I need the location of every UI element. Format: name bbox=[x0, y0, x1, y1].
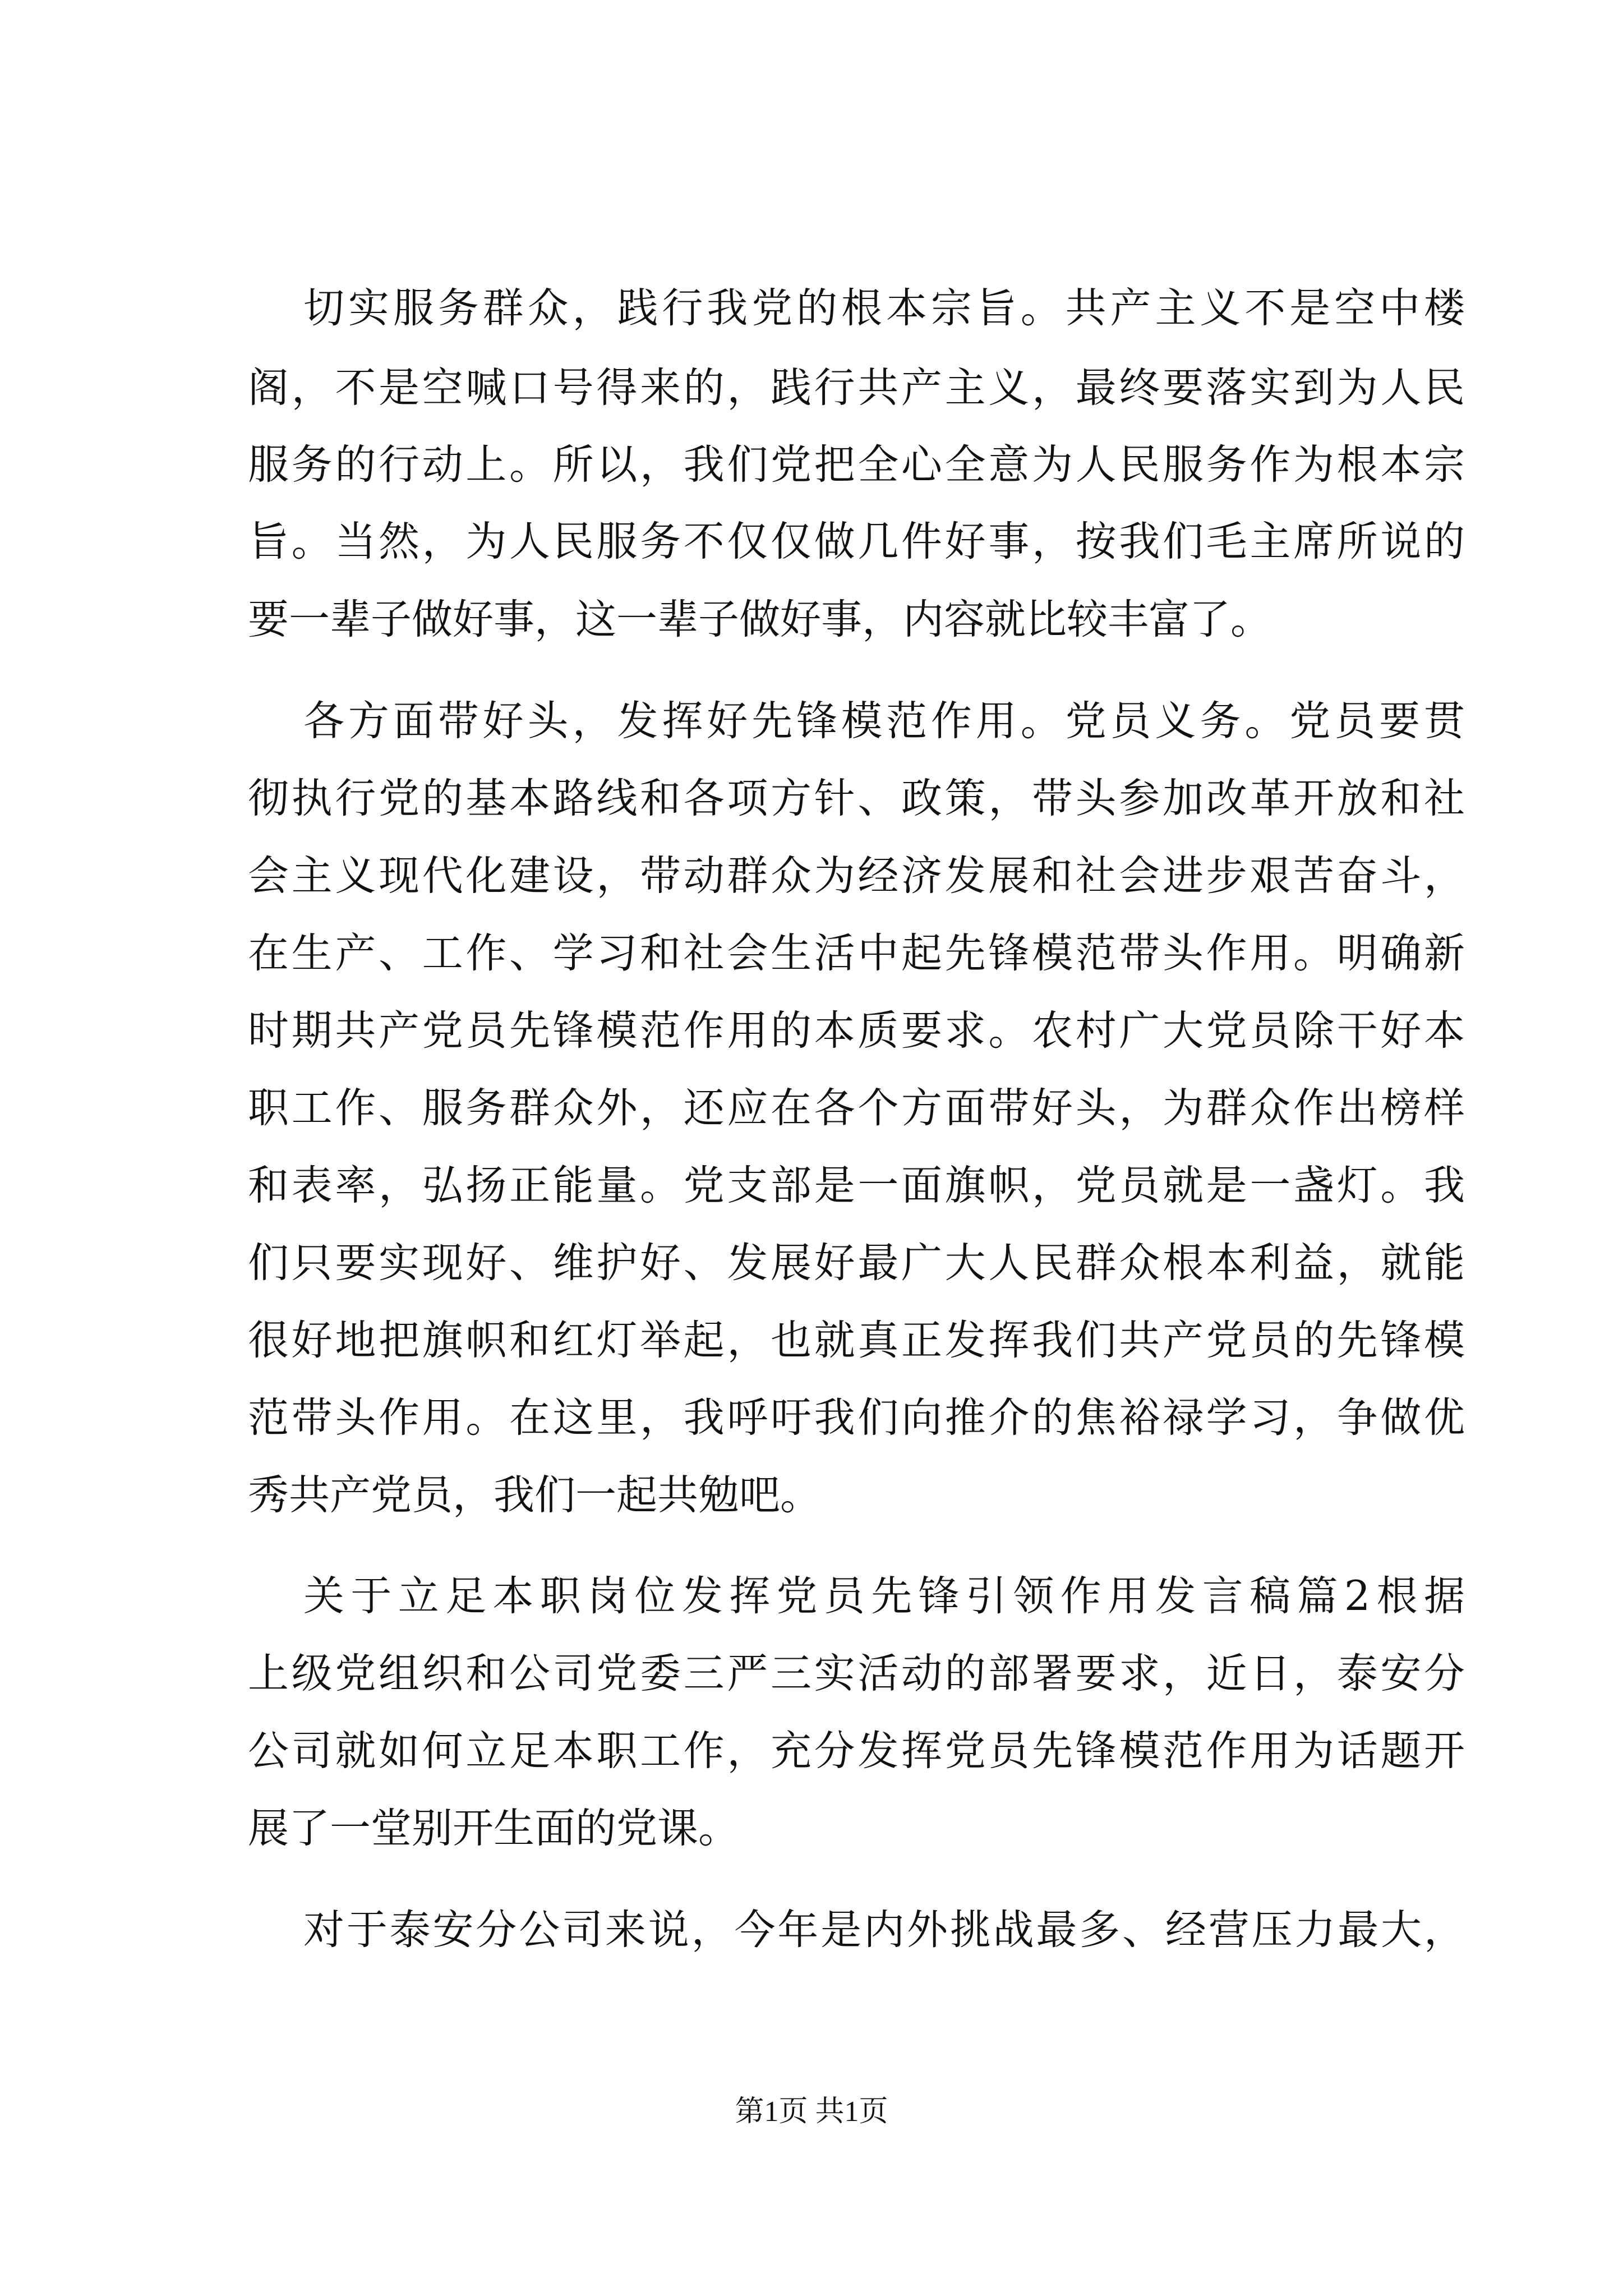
text-line: 上级党组织和公司党委三严三实活动的部署要求，近日，泰安分 bbox=[248, 1650, 1465, 1697]
text-line: 职工作、服务群众外，还应在各个方面带好头，为群众作出榜样 bbox=[248, 1084, 1465, 1132]
text-line: 各方面带好头，发挥好先锋模范作用。党员义务。党员要贯 bbox=[303, 697, 1465, 745]
text-line: 范带头作用。在这里，我呼吁我们向推介的焦裕禄学习，争做优 bbox=[248, 1394, 1465, 1442]
text-line: 很好地把旗帜和红灯举起，也就真正发挥我们共产党员的先锋模 bbox=[248, 1317, 1465, 1364]
text-line: 服务的行动上。所以，我们党把全心全意为人民服务作为根本宗 bbox=[248, 441, 1465, 489]
text-line: 阁，不是空喊口号得来的，践行共产主义，最终要落实到为人民 bbox=[248, 364, 1465, 412]
text-line: 会主义现代化建设，带动群众为经济发展和社会进步艰苦奋斗， bbox=[248, 852, 1465, 900]
text-line: 们只要实现好、维护好、发展好最广大人民群众根本利益，就能 bbox=[248, 1239, 1465, 1287]
text-line: 旨。当然，为人民服务不仅仅做几件好事，按我们毛主席所说的 bbox=[248, 518, 1465, 565]
text-line: 切实服务群众，践行我党的根本宗旨。共产主义不是空中楼 bbox=[303, 284, 1465, 332]
text-line: 和表率，弘扬正能量。党支部是一面旗帜，党员就是一盏灯。我 bbox=[248, 1162, 1465, 1209]
text-line: 要一辈子做好事，这一辈子做好事，内容就比较丰富了。 bbox=[248, 596, 1271, 643]
text-line: 展了一堂别开生面的党课。 bbox=[248, 1805, 739, 1852]
page-footer: 第1页 共1页 bbox=[735, 2096, 888, 2128]
text-line: 对于泰安分公司来说，今年是内外挑战最多、经营压力最大， bbox=[303, 1906, 1465, 1954]
text-line: 关于立足本职岗位发挥党员先锋引领作用发言稿篇2根据 bbox=[303, 1572, 1465, 1620]
text-line: 彻执行党的基本路线和各项方针、政策，带头参加改革开放和社 bbox=[248, 775, 1465, 822]
text-line: 在生产、工作、学习和社会生活中起先锋模范带头作用。明确新 bbox=[248, 930, 1465, 977]
text-line: 公司就如何立足本职工作，充分发挥党员先锋模范作用为话题开 bbox=[248, 1727, 1465, 1775]
text-line: 秀共产党员，我们一起共勉吧。 bbox=[248, 1471, 821, 1519]
text-line: 时期共产党员先锋模范作用的本质要求。农村广大党员除干好本 bbox=[248, 1007, 1465, 1055]
